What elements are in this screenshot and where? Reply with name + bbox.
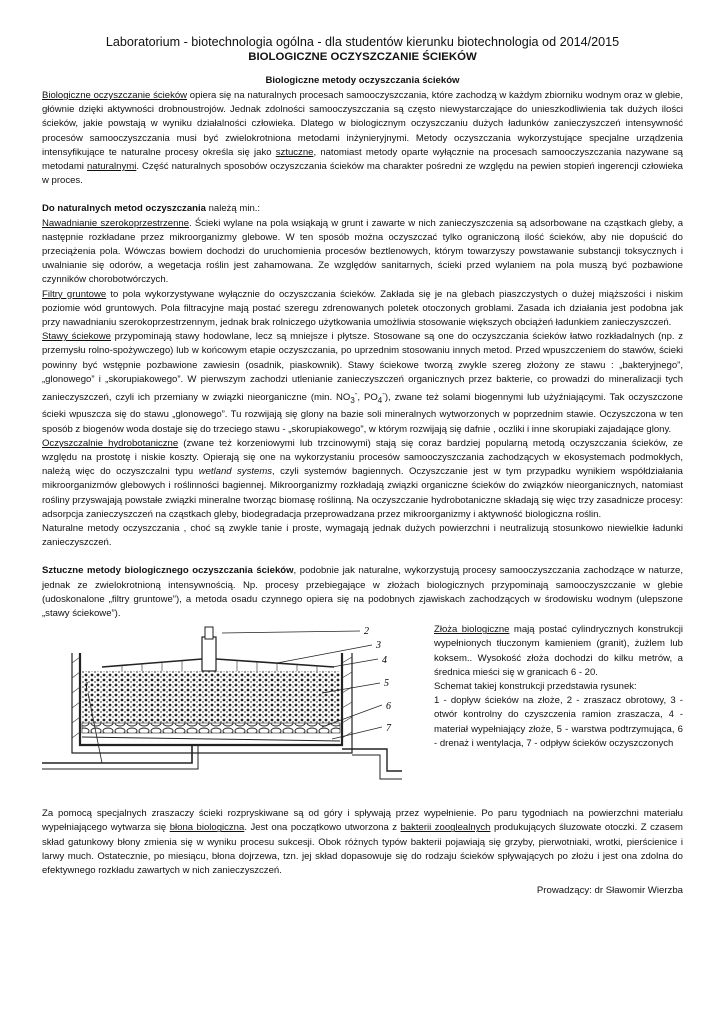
term-hydrobotanic: Oczyszczalnie hydrobotaniczne (42, 437, 179, 449)
paragraph-natural-summary: Naturalne metody oczyszczania , choć są zwykle tanie i proste, wymagają jednak dużych powierzchni i neutralizują stosunkowo niewielkie ładunki zanieczyszczeń. (42, 522, 683, 549)
document-page (42, 34, 683, 898)
term-ponds: Stawy ściekowe (42, 331, 111, 343)
instructor-signature: Prowadzący: dr Sławomir Wierzba (536, 885, 683, 897)
figure-intro: Schemat takiej konstrukcji przedstawia rysunek: (434, 681, 637, 692)
figure-description (434, 623, 683, 803)
term-soil-filters: Filtry gruntowe (42, 288, 107, 300)
figure-label-1: 1 (84, 681, 89, 693)
term-irrigation: Nawadnianie szerokoprzestrzenne (42, 217, 190, 229)
term-biofilm: błona biologiczna (169, 822, 245, 834)
term-naturalnymi: naturalnymi (86, 161, 137, 173)
section-title: Biologiczne metody oczyszczania ścieków (265, 75, 460, 86)
figure-row (42, 623, 683, 803)
document-title: BIOLOGICZNE OCZYSZCZANIE ŚCIEKÓW (248, 51, 477, 63)
term-trickling-filters: Złoża biologiczne (434, 624, 510, 636)
term-sztuczne: sztuczne (275, 146, 314, 158)
figure-legend: 1 - dopływ ścieków na złoże, 2 - zraszacz obrotowy, 3 - otwór kontrolny do czyszczenia ramion zraszacza, 4 - materiał wypełniający złoże, 5 - warstwa podtrzymująca, 6 - drenaż i wentylacja, 7 - odpływ ścieków oczyszczonych (434, 695, 683, 749)
paragraph-artificial-methods: Sztuczne metody biologicznego oczyszczania ścieków, podobnie jak naturalne, wykorzystują procesy samooczyszczania zachodzące w naturze, jednak ze zwielokrotnioną intensywnością. Np. procesy przebiegające w złożach biologicznych przypominają samooczyszczanie w glebie (udoskonalone „filtry gruntowe”), a metoda osadu czynnego opiera się na podobnych zjawiskach zachodzących w środowisku wodnym (ulepszone „stawy ściekowe”). (42, 565, 683, 619)
paragraph-irrigation: Nawadnianie szerokoprzestrzenne. Ścieki wylane na pola wsiąkają w grunt i zawarte w nich zanieczyszczenia są adsorbowane na cząstkach gleby, a następnie rozkładane przez mikroorganizmy glebowe. W ten sposób można oczyszczać tylko ograniczoną ilość ścieków, aby nie dopuścić do przeciążenia pola. Wówczas bowiem dochodzi do uruchomienia procesów beztlenowych, którym towarzyszy powstawanie substancji toksycznych i uwalnianie się odorów, a wegetacja roślin jest zahamowana. Ze względów sanitarnych, ścieki przed wylaniem na pola muszą być pozbawione czynników chorobotwórczych. (42, 217, 684, 286)
figure-label-5: 5 (384, 678, 389, 690)
figure-label-7: 7 (386, 723, 391, 735)
course-header: Laboratorium - biotechnologia ogólna - dla studentów kierunku biotechnologia od 2014/2015 (105, 35, 620, 49)
term-biological-treatment: Biologiczne oczyszczanie ścieków (42, 90, 188, 101)
figure-label-2: 2 (364, 626, 369, 638)
paragraph-biofilm: Za pomocą specjalnych zraszaczy ścieki rozpryskiwane są od góry i spływają przez wypełnienie. Po paru tygodniach na powierzchni materiału wypełniającego wytwarza się błona biologiczna. Jest ona początkowo utworzona z bakterii zooglealnych produkujących śluzowate otoczki. Z czasem skład gatunkowy błony zmienia się w wyniku procesu sukcesji. Obok różnych typów bakterii pojawiają się grzyby, pierwotniaki, wrotki, pierścienice i larwy much. Ostatecznie, po miesiącu, błona dojrzewa, tzn. jej skład dopasowuje się do rodzaju ścieków spływających po złożu i jest ona zdolna do efektywnego rozkładu zawartych w nich zanieczyszczeń. (42, 808, 683, 876)
natural-methods-intro: Do naturalnych metod oczyszczania należą min.: (42, 203, 261, 215)
paragraph-trickling-filters: Złoża biologiczne mają postać cylindrycznych konstrukcji wypełnionych tłuczonym kamieniem (granit), żużlem lub koksem.. Wysokość złoża dochodzi do kilku metrów, a średnica mieści się w granicach 6 - 20. (434, 624, 683, 678)
paragraph-intro: Biologiczne oczyszczanie ścieków opiera się na naturalnych procesach samooczyszczania, które zachodzą w każdym zbiorniku wodnym oraz w glebie, głównie dzięki aktywności drobnoustrojów. Jednak zdolności samooczyszczania są często niewystarczające do unieszkodliwienia tak dużych ilości ścieków, jakie powstają w wyniku działalności człowieka. Dlatego w biologicznym oczyszczaniu dużych ładunków zanieczyszczeń intensywność procesów samooczyszczania musi być zwielokrotniona metodami inżynieryjnymi. Metody oczyszczania wykorzystujące specjalne urządzenia intensyfikujące te naturalne procesy określa się jako sztuczne, natomiast metody oparte wyłącznie na procesach samooczyszczania nazywane są metodami naturalnymi. Część naturalnych sposobów oczyszczania ścieków ma charakter pośredni ze względu na pewien stopień ingerencji człowieka w proces. (42, 90, 683, 187)
paragraph-hydrobotanic: Oczyszczalnie hydrobotaniczne (zwane też korzeniowymi lub trzcinowymi) stają się coraz bardziej popularną metodą oczyszczania ścieków, ze względu na prostotę i niskie koszty. Opierają się one na wykorzystaniu procesów samooczyszczania zachodzących w ekosystemach podmokłych, należą więc do oczyszczalni typu wetland systems, czyli systemów bagiennych. Oczyszczanie jest w tym przypadku wynikiem współdziałania mikroorganizmów glebowych i roślinności bagiennej. Mikroorganizmy rozkładają związki organiczne ścieków do związków nieorganicznych, natomiast rośliny przyswajają powstałe związki mineralne tworząc biomasę roślinną. Na oczyszczanie hydrobotaniczne składają się więc trzy zasadnicze procesy: adsorpcja zanieczyszczeń na cząstkach gleby, biodegradacja przeprowadzana przez mikroorganizmy i aktywność biologiczna roślin. (42, 437, 683, 520)
paragraph-ponds: Stawy ściekowe przypominają stawy hodowlane, lecz są mniejsze i płytsze. Stosowane są one do oczyszczania ścieków łatwo rozkładalnych (np. z przemysłu rolno-spożywczego) lub w końcowym etapie oczyszczania, po uprzednim stosowaniu innych metod. Przed wpuszczeniem do stawów, ścieki powinny być wstępnie pozbawione zawiesin (osadnik, piaskownik). Stawy ściekowe tworzą zwykle szereg złożony ze stawu : „bakteryjnego”, „glonowego” i „skorupiakowego”. W pierwszym zachodzi utlenianie zanieczyszczeń organicznych przez bakterie, co prowadzi do mineralizacji tych zanieczyszczeń, czyli ich przemiany w związki nieorganiczne (min. $NO_3^-$, $PO_4^-$), zwane też solami biogennymi lub użyźniającymi. Tak oczyszczone ścieki wpuszcza się do stawu „glonowego”. Tu rozwijają się glony na bazie soli mineralnych wytworzonych w poprzednim stawie. Oczyszczona w ten sposób z biogenów woda dostaje się do trzeciego stawu - „skorupiakowego”, w którym rozwijają się dafnie , oczliki i inne skorupiaki zajadające glony. (42, 331, 683, 435)
figure-label-4: 4 (382, 655, 387, 667)
paragraph-soil-filters: Filtry gruntowe to pola wykorzystywane wyłącznie do oczyszczania ścieków. Zakłada się je na glebach piaszczystych o dużej miąższości i niskim poziomie wód gruntowych. Pola filtracyjne mają postać szeregu zdrenowanych poletek otoczonych groblami. Zasada ich działania jest podobna jak przy nawadnianiu szerokoprzestrzennym, jednak brak rolniczego użytkowania umożliwia stosowanie większych obciążeń ładunkiem zanieczyszczeń. (42, 288, 683, 329)
trickling-filter-drawing (42, 623, 434, 803)
term-zoogleal-bacteria: bakterii zooglealnych (400, 822, 491, 834)
trickling-filter-diagram (42, 623, 434, 803)
figure-label-3: 3 (376, 640, 381, 652)
figure-label-6: 6 (386, 701, 391, 713)
